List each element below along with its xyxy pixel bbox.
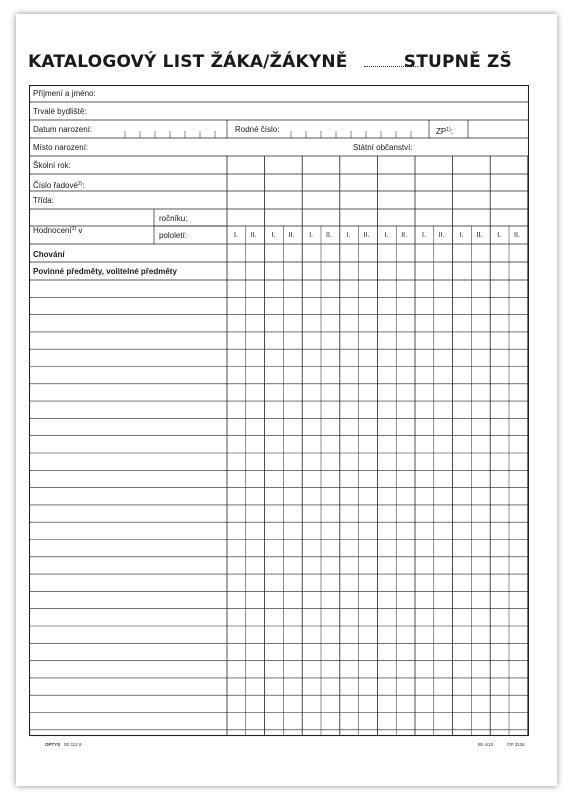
class-label: Třída:	[33, 196, 54, 205]
semester-label-5: I.	[309, 232, 314, 239]
semester-label-8: II.	[363, 232, 370, 239]
semester-label-10: II.	[401, 232, 408, 239]
rating-label: Hodnocení$^{3)}$ v	[33, 226, 83, 235]
table-border	[30, 86, 529, 736]
birth-place-label: Místo narození:	[33, 143, 89, 152]
school-year-label: Školní rok:	[33, 161, 71, 170]
form-title	[28, 52, 512, 80]
semester-label-16: II.	[514, 232, 520, 239]
semester-label-14: II.	[476, 232, 483, 239]
behavior-label: Chování	[33, 250, 65, 259]
order-number-label: Číslo řadové$^{2)}$:	[33, 181, 85, 190]
semester-label-1: I.	[234, 232, 238, 239]
zp-label: ZP$^{1)}$:	[436, 127, 453, 136]
title-stage: STUPNĚ ZŠ	[403, 52, 512, 72]
semester-label: pololetí:	[159, 231, 188, 240]
semester-label-15: I.	[497, 232, 502, 239]
footer-code: OP 3126	[507, 742, 525, 747]
semester-label-9: I.	[384, 232, 389, 239]
table-grid-lines	[29, 85, 529, 740]
birth-number-label: Rodné číslo:	[235, 125, 280, 134]
address-label: Trvalé bydliště:	[33, 107, 87, 116]
footer-size: B5 s/10	[478, 742, 494, 747]
semester-label-3: I.	[271, 232, 276, 239]
semester-label-11: I.	[422, 232, 426, 239]
semester-label-2: II.	[250, 232, 257, 239]
catalog-table	[29, 85, 529, 740]
subjects-label: Povinné předměty, volitelné předměty	[33, 267, 177, 276]
semester-label-12: II.	[438, 232, 445, 239]
birth-date-label: Datum narození:	[33, 125, 93, 134]
semester-label-6: II.	[326, 232, 332, 239]
semester-label-7: I.	[346, 232, 351, 239]
semester-label-4: II.	[288, 232, 295, 239]
title-main: KATALOGOVÝ LIST ŽÁKA/ŽÁKYNĚ	[28, 52, 348, 72]
name-label: Příjmení a jméno:	[33, 89, 96, 98]
grade-label: ročníku:	[159, 214, 188, 223]
semester-label-13: I.	[459, 232, 464, 239]
footer-left: OPTYS 00 312 6	[45, 742, 82, 747]
citizenship-label: Státní občanství:	[353, 143, 413, 152]
